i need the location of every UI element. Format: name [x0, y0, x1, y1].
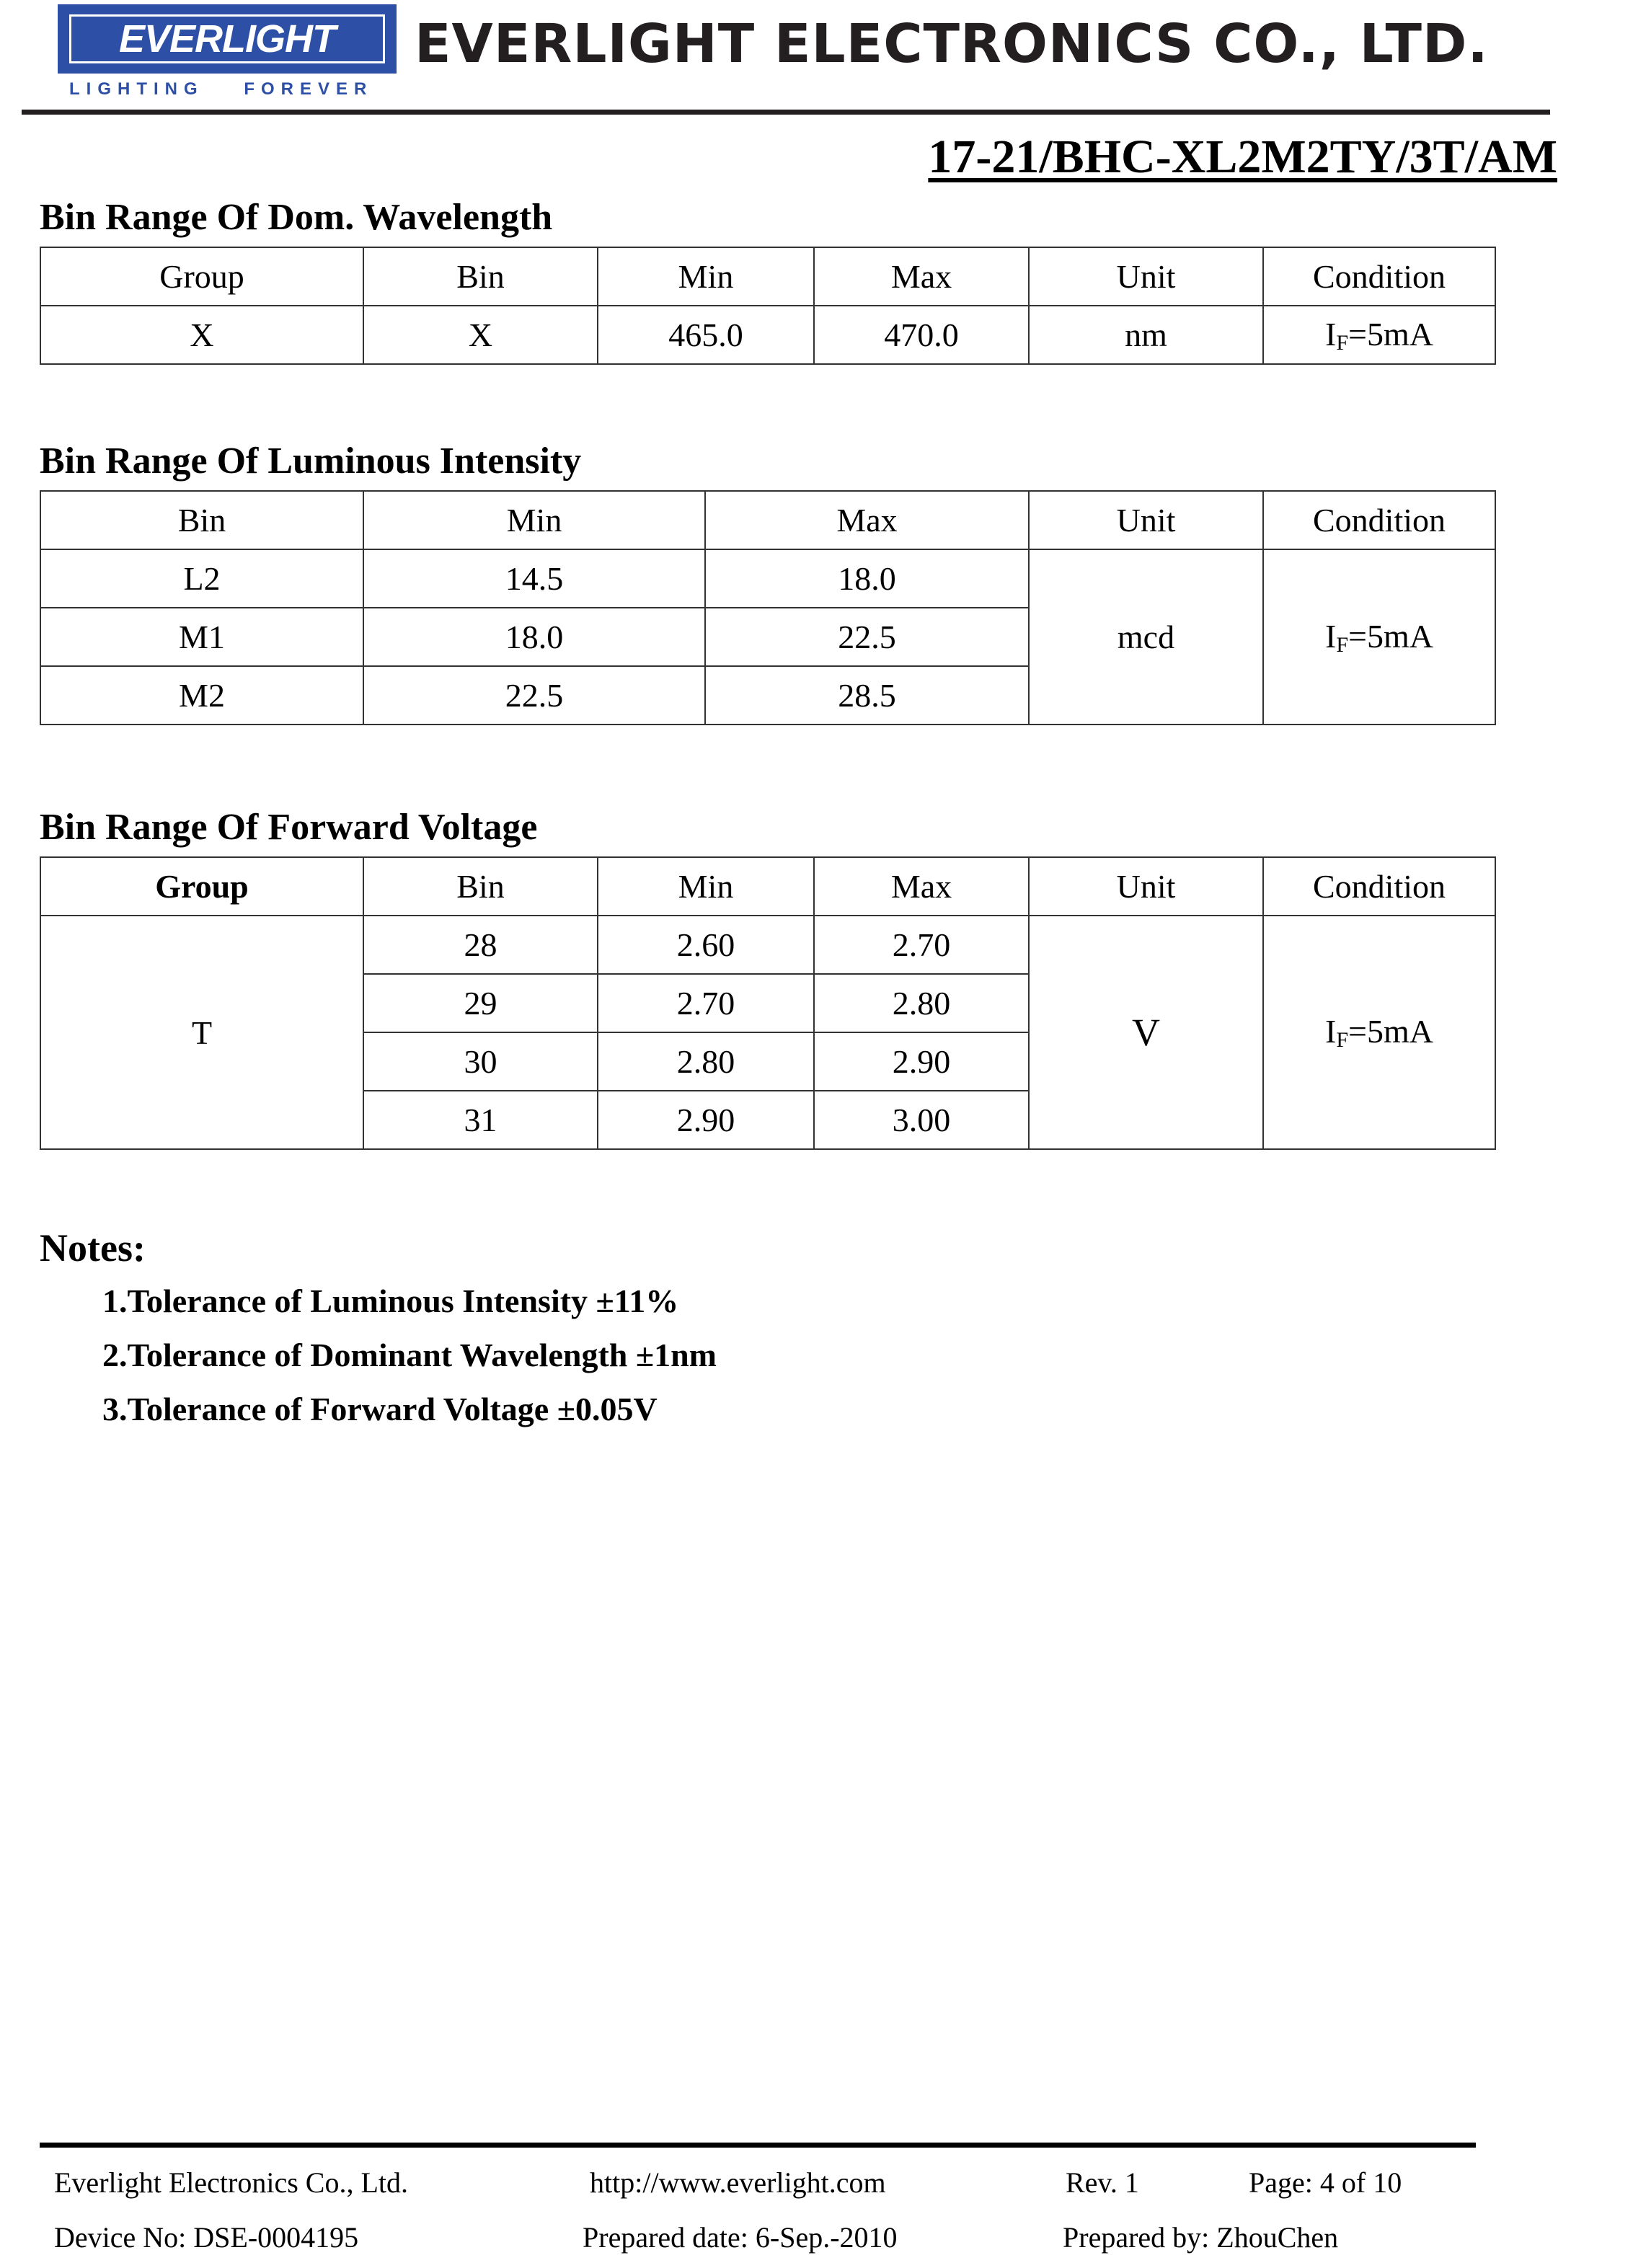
table-cell: X [363, 306, 598, 364]
table-cell: 31 [363, 1091, 598, 1149]
footer-divider [40, 2143, 1476, 2148]
footer-revision: Rev. 1 [1066, 2166, 1139, 2199]
header-cell: Max [814, 857, 1029, 916]
table-row [40, 549, 1495, 608]
footer-device-no: Device No: DSE-0004195 [54, 2221, 359, 2254]
footer-page-number: Page: 4 of 10 [1249, 2166, 1402, 2199]
table-cell: 22.5 [705, 608, 1029, 666]
header-cell: Bin [40, 491, 363, 549]
footer-prepared-date: Prepared date: 6-Sep.-2010 [583, 2221, 898, 2254]
table-cell: 22.5 [363, 666, 705, 725]
table-cell: 14.5 [363, 549, 705, 608]
condition-cell: $I_F=5mA$ [1263, 306, 1495, 364]
header-cell: Condition [1263, 491, 1495, 549]
note-item: 3.Tolerance of Forward Voltage ±0.05V [102, 1391, 658, 1427]
table-cell: 2.90 [598, 1091, 814, 1149]
table-cell: 3.00 [814, 1091, 1029, 1149]
logo-tagline: LIGHTING FOREVER [69, 79, 373, 99]
table-cell: M2 [40, 666, 363, 725]
header-cell: Group [40, 247, 363, 306]
header-cell: Condition [1263, 857, 1495, 916]
note-item: 1.Tolerance of Luminous Intensity ±11% [102, 1283, 679, 1319]
table-cell: 29 [363, 974, 598, 1032]
header-cell: Condition [1263, 247, 1495, 306]
everlight-logo [58, 4, 397, 74]
wavelength-table [40, 247, 1496, 365]
table-cell: M1 [40, 608, 363, 666]
header-cell: Group [40, 857, 363, 916]
unit-cell: V [1029, 916, 1263, 1149]
header-divider [22, 110, 1550, 115]
table-cell: L2 [40, 549, 363, 608]
header-cell: Unit [1029, 247, 1263, 306]
condition-cell: $I_F=5mA$ [1263, 916, 1495, 1149]
header-cell: Bin [363, 247, 598, 306]
logo-text: EVERLIGHT [69, 14, 385, 63]
table-header-row [40, 491, 1495, 549]
header-cell: Max [705, 491, 1029, 549]
footer-url[interactable]: http://www.everlight.com [590, 2166, 886, 2199]
table-cell: 30 [363, 1032, 598, 1091]
table-cell: 2.80 [814, 974, 1029, 1032]
table-cell: 470.0 [814, 306, 1029, 364]
table-row [40, 916, 1495, 974]
voltage-table [40, 856, 1496, 1150]
table-cell: 28 [363, 916, 598, 974]
voltage-section-title: Bin Range Of Forward Voltage [40, 807, 538, 848]
header-cell: Unit [1029, 857, 1263, 916]
table-cell: X [40, 306, 363, 364]
header-cell: Unit [1029, 491, 1263, 549]
table-cell: 18.0 [363, 608, 705, 666]
header-cell: Min [598, 857, 814, 916]
header-cell: Bin [363, 857, 598, 916]
table-cell: 2.90 [814, 1032, 1029, 1091]
footer-prepared-by: Prepared by: ZhouChen [1063, 2221, 1339, 2254]
table-cell: 2.70 [598, 974, 814, 1032]
table-cell: 2.60 [598, 916, 814, 974]
table-cell: 2.70 [814, 916, 1029, 974]
luminous-table [40, 490, 1496, 725]
header-cell: Min [363, 491, 705, 549]
wavelength-section-title: Bin Range Of Dom. Wavelength [40, 197, 553, 238]
luminous-section-title: Bin Range Of Luminous Intensity [40, 440, 582, 482]
unit-cell: mcd [1029, 549, 1263, 725]
company-name: EVERLIGHT ELECTRONICS CO., LTD. [415, 13, 1489, 75]
notes-title: Notes: [40, 1226, 146, 1270]
table-cell: 2.80 [598, 1032, 814, 1091]
condition-cell: $I_F=5mA$ [1263, 549, 1495, 725]
table-cell: nm [1029, 306, 1263, 364]
header-cell: Max [814, 247, 1029, 306]
header-cell: Min [598, 247, 814, 306]
table-cell: 28.5 [705, 666, 1029, 725]
table-cell: 465.0 [598, 306, 814, 364]
table-header-row [40, 857, 1495, 916]
table-header-row [40, 247, 1495, 306]
footer-company: Everlight Electronics Co., Ltd. [54, 2166, 408, 2199]
table-row [40, 306, 1495, 364]
table-cell: 18.0 [705, 549, 1029, 608]
note-item: 2.Tolerance of Dominant Wavelength ±1nm [102, 1337, 717, 1373]
part-number: 17-21/BHC-XL2M2TY/3T/AM [928, 130, 1557, 183]
group-cell: T [40, 916, 363, 1149]
